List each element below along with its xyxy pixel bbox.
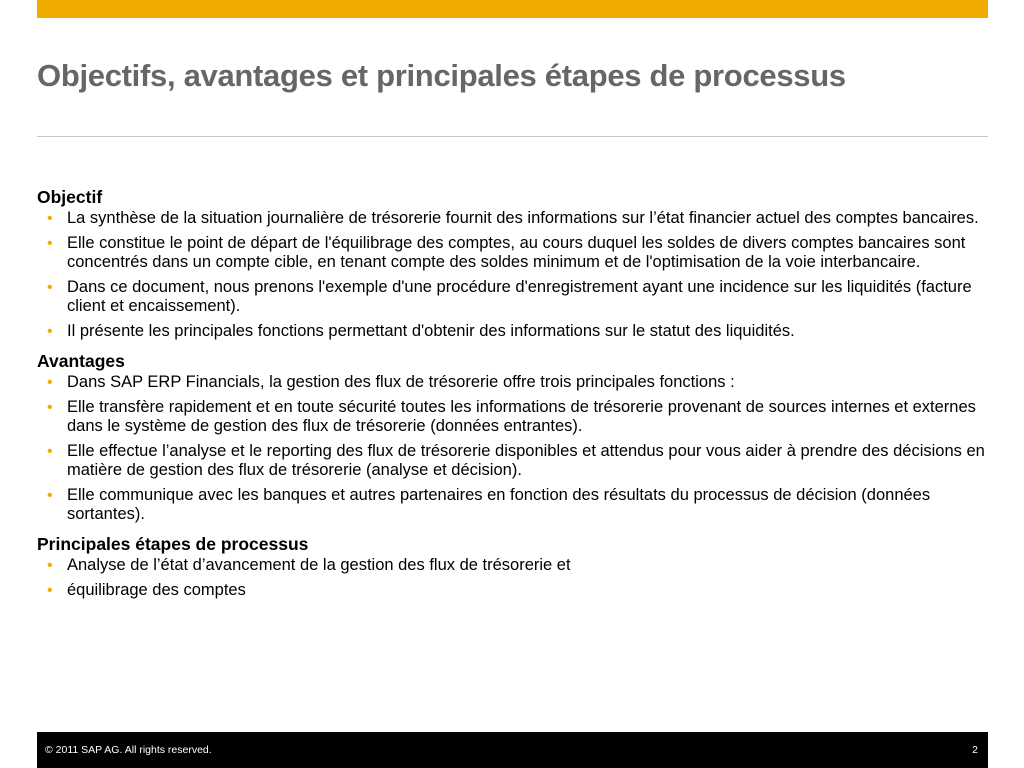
list-item-text: Elle constitue le point de départ de l'équilibrage des comptes, au cours duquel les soldes de divers comptes bancaires sont concentrés dans un compte cible, en tenant compte des soldes minimum et de l'optimisation de la voie interbancaire. [67,234,966,271]
list-item [37,278,997,316]
section-avantages [37,351,997,524]
list-item [37,442,997,480]
top-accent-bar [37,0,988,18]
section-principales-etapes [37,534,997,600]
footer-bar [37,732,988,768]
list-item-text: Dans SAP ERP Financials, la gestion des flux de trésorerie offre trois principales fonctions : [67,373,735,391]
bullet-icon: • [47,279,53,296]
bullet-icon: • [47,323,53,340]
list-item [37,398,997,436]
list-item-text: Dans ce document, nous prenons l'exemple d'une procédure d'enregistrement ayant une incidence sur les liquidités (facture client et encaissement). [67,278,972,315]
list-item-text: La synthèse de la situation journalière de trésorerie fournit des informations sur l’état financier actuel des comptes bancaires. [67,209,979,227]
list-item-text: Elle communique avec les banques et autres partenaires en fonction des résultats du processus de décision (données sortantes). [67,486,931,523]
section-heading: Avantages [37,351,125,371]
bullet-list [37,556,997,600]
bullet-icon: • [47,399,53,416]
list-item [37,234,997,272]
bullet-icon: • [47,557,53,574]
footer-copyright: © 2011 SAP AG. All rights reserved. [45,744,212,756]
list-item-text: Elle transfère rapidement et en toute sécurité toutes les informations de trésorerie provenant de sources internes et externes dans le système de gestion des flux de trésorerie (données entrantes). [67,398,976,435]
list-item-text: Elle effectue l’analyse et le reporting des flux de trésorerie disponibles et attendus pour vous aider à prendre des décisions en matière de gestion des flux de trésorerie (analyse et décision). [67,442,985,479]
bullet-icon: • [47,487,53,504]
list-item-text: équilibrage des comptes [67,581,246,599]
title-divider [37,136,988,137]
list-item [37,322,997,341]
slide-title: Objectifs, avantages et principales étapes de processus [37,58,846,93]
bullet-icon: • [47,235,53,252]
page-number: 2 [972,744,978,756]
list-item [37,486,997,524]
bullet-list [37,209,997,341]
list-item [37,581,997,600]
bullet-list [37,373,997,524]
section-heading: Objectif [37,187,103,207]
list-item [37,209,997,228]
section-heading: Principales étapes de processus [37,534,309,554]
bullet-icon: • [47,210,53,227]
list-item-text: Il présente les principales fonctions permettant d'obtenir des informations sur le statut des liquidités. [67,322,795,340]
list-item-text: Analyse de l’état d’avancement de la gestion des flux de trésorerie et [67,556,571,574]
list-item [37,373,997,392]
section-objectif [37,187,997,341]
bullet-icon: • [47,582,53,599]
bullet-icon: • [47,374,53,391]
list-item [37,556,997,575]
bullet-icon: • [47,443,53,460]
slide-content [37,187,997,600]
